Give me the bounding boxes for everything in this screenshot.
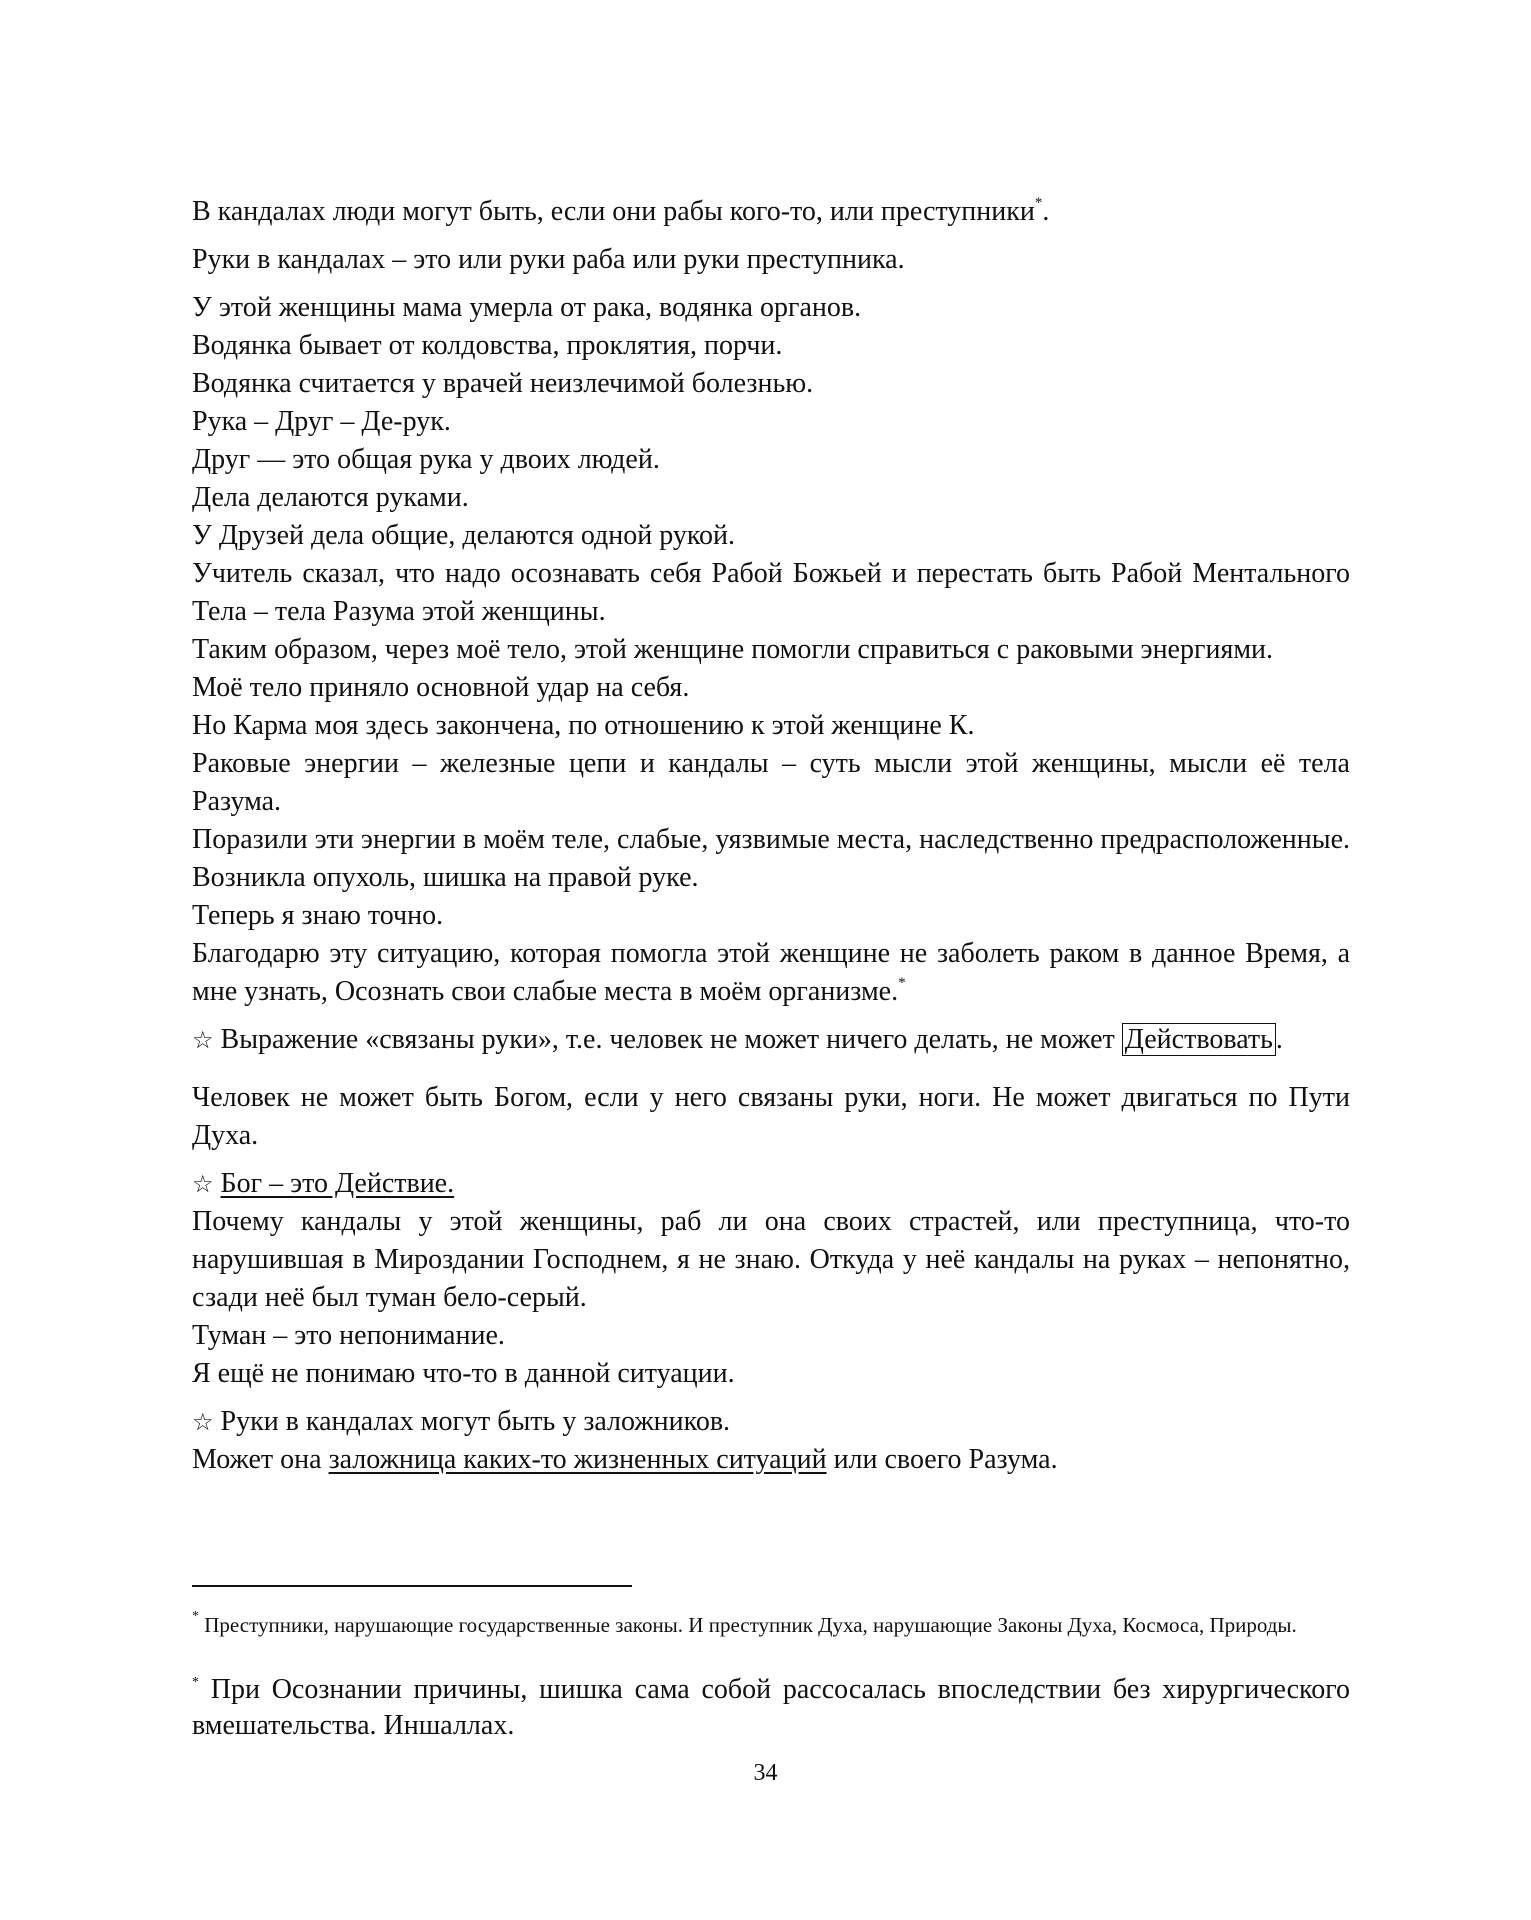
paragraph-24: ☆ Руки в кандалах могут быть у заложников.	[192, 1406, 731, 1437]
paragraph-2: Руки в кандалах – это или руки раба или руки преступника.	[192, 244, 905, 275]
paragraph-18: ☆ Выражение «связаны руки», т.е. человек не может ничего делать, не может Действовать .	[192, 1024, 1283, 1055]
star-icon: ☆	[192, 1408, 214, 1436]
paragraph-13: Но Карма моя здесь закончена, по отношению к этой женщине К.	[192, 710, 975, 741]
underlined-statement: Бог – это Действие.	[220, 1168, 455, 1199]
paragraph-1: В кандалах люди могут быть, если они рабы кого-то, или преступники*.	[192, 195, 1050, 227]
paragraph-23: Я ещё не понимаю что-то в данной ситуации.	[192, 1358, 735, 1389]
paragraph-6: Рука – Друг – Де-рук.	[192, 406, 451, 437]
footnote-1: * Преступники, нарушающие государственные законы. И преступник Духа, нарушающие Законы Духа, Космоса, Природы.	[192, 1609, 1297, 1637]
paragraph-20	[192, 1165, 1350, 1203]
paragraph-12: Моё тело приняло основной удар на себя.	[192, 672, 690, 703]
underlined-phrase: заложница каких-то жизненных ситуаций	[328, 1444, 827, 1475]
paragraph-10: Учитель сказал, что надо осознавать себя Рабой Божьей и перестать быть Рабой Ментального Тела – тела Разума этой женщины.	[192, 558, 1350, 627]
paragraph-9: У Друзей дела общие, делаются одной рукой.	[192, 520, 736, 551]
footnote-divider	[192, 1585, 632, 1587]
paragraph-19: Человек не может быть Богом, если у него связаны руки, ноги. Не может двигаться по Пути Духа.	[192, 1082, 1350, 1151]
footnote-mark-1: *	[192, 1609, 199, 1624]
paragraph-8: Дела делаются руками.	[192, 482, 469, 513]
footnote-ref-1: *	[1034, 195, 1043, 211]
paragraph-7: Друг — это общая рука у двоих людей.	[192, 444, 660, 475]
paragraph-22: Туман – это непонимание.	[192, 1320, 505, 1351]
paragraph-5: Водянка считается у врачей неизлечимой болезнью.	[192, 368, 814, 399]
footnote-mark-2: *	[192, 1675, 199, 1690]
star-icon: ☆	[192, 1170, 214, 1198]
paragraph-4: Водянка бывает от колдовства, проклятия, порчи.	[192, 330, 783, 361]
boxed-word: Действовать	[1122, 1023, 1276, 1056]
paragraph-11: Таким образом, через моё тело, этой женщине помогли справиться с раковыми энергиями.	[192, 634, 1274, 665]
main-text	[192, 193, 1350, 1479]
paragraph-15: Поразили эти энергии в моём теле, слабые, уязвимые места, наследственно предрасположенные. Возникла опухоль, шишка на правой руке.	[192, 824, 1350, 893]
paragraph-3: У этой женщины мама умерла от рака, водянка органов.	[192, 292, 862, 323]
footnote-2: * При Осознании причины, шишка сама собой рассосалась впоследствии без хирургического вмешательства. Иншаллах.	[192, 1674, 1350, 1741]
paragraph-21: Почему кандалы у этой женщины, раб ли она своих страстей, или преступница, что-то нарушившая в Мироздании Господнем, я не знаю. Откуда у неё кандалы на руках – непонятно, сзади неё был туман бело-серый.	[192, 1206, 1350, 1313]
paragraph-25: Может она заложница каких-то жизненных ситуаций или своего Разума.	[192, 1444, 1058, 1475]
paragraph-14: Раковые энергии – железные цепи и кандалы – суть мысли этой женщины, мысли её тела Разума.	[192, 748, 1350, 817]
footnote-ref-2: *	[898, 975, 906, 991]
page-number: 34	[753, 1760, 778, 1786]
paragraph-17: Благодарю эту ситуацию, которая помогла этой женщине не заболеть раком в данное Время, а мне узнать, Осознать свои слабые места в моём организме.*	[192, 938, 1350, 1007]
paragraph-16: Теперь я знаю точно.	[192, 900, 444, 931]
star-icon: ☆	[192, 1026, 214, 1054]
